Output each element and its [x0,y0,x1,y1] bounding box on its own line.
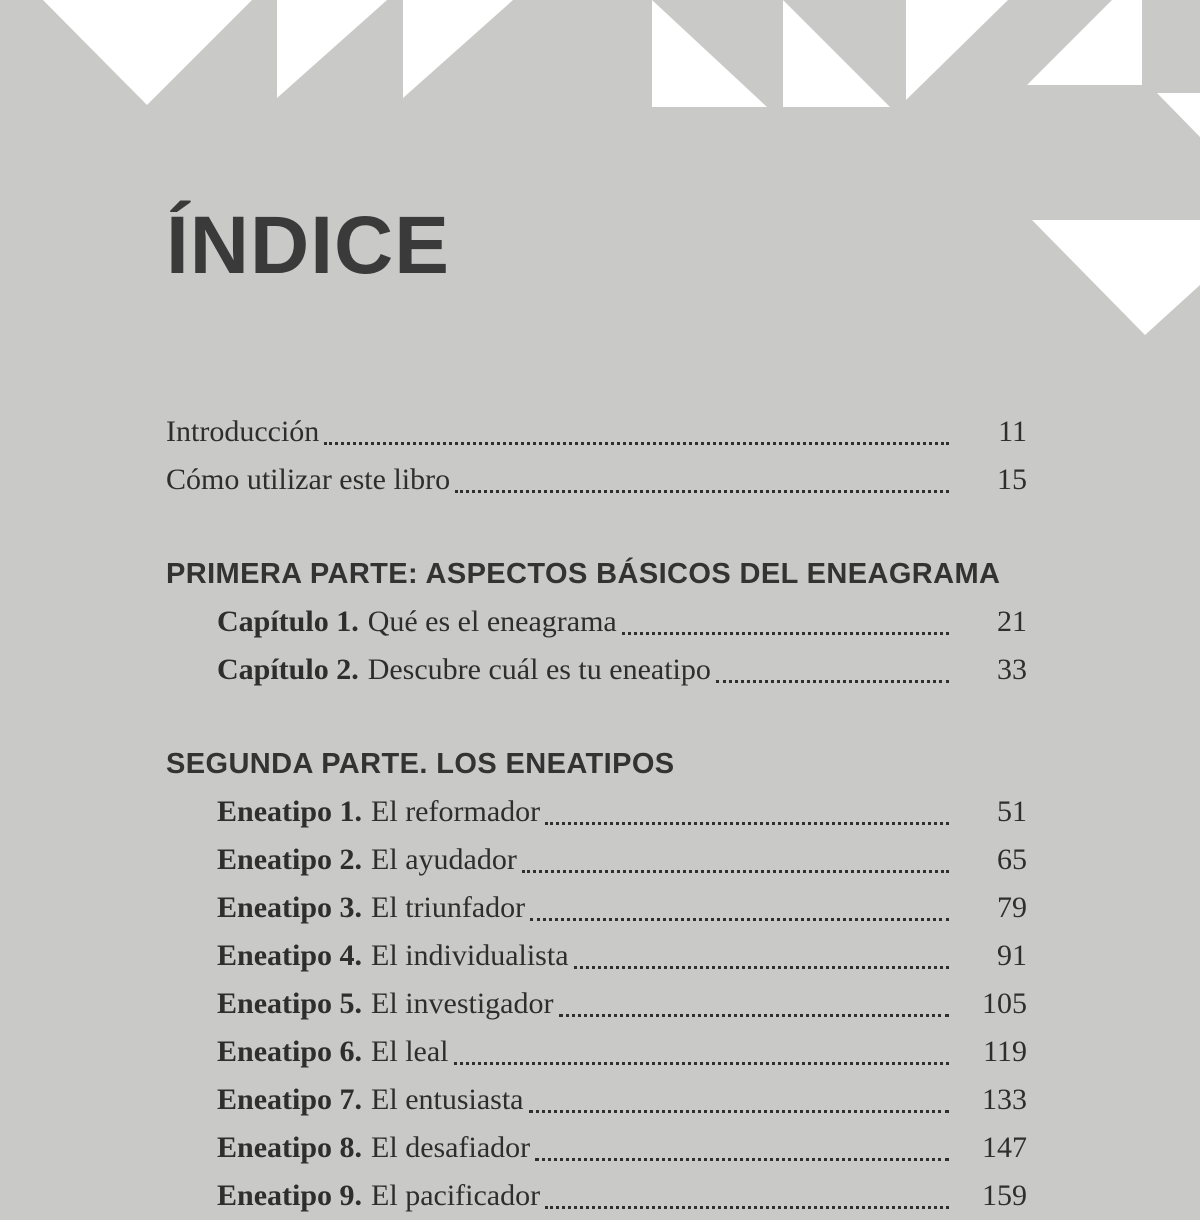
entry-page-number: 79 [997,891,1027,924]
entry-label: El reformador [371,795,541,828]
entry-page-number: 65 [997,843,1027,876]
dot-leader [522,870,949,873]
entry-page-number: 119 [983,1035,1027,1068]
entry-prefix: Eneatipo 1. [217,795,363,828]
dot-leader [455,490,949,493]
entry-page-number: 51 [997,795,1027,828]
dot-leader [716,680,949,683]
triangle-down-icon [43,0,252,105]
dot-leader [530,918,949,921]
toc-entry [166,1124,1027,1172]
section-heading: SEGUNDA PARTE. LOS ENEATIPOS [166,748,675,780]
section-heading-row [166,550,1027,598]
entry-page-number: 133 [982,1083,1027,1116]
entry-page-number: 11 [998,415,1027,448]
dot-leader [574,966,949,969]
entry-label: El individualista [371,939,569,972]
section-heading-row [166,740,1027,788]
toc-entry [166,1172,1027,1220]
entry-page-number: 33 [997,653,1027,686]
dot-leader [529,1110,950,1113]
entry-page-number: 105 [982,987,1027,1020]
entry-label: El leal [371,1035,449,1068]
entry-page-number: 147 [982,1131,1027,1164]
entry-label: El investigador [371,987,554,1020]
page-title: ÍNDICE [166,200,450,291]
entry-label: El pacificador [371,1179,541,1212]
toc-entry [166,1028,1027,1076]
entry-prefix: Capítulo 2. [217,653,359,686]
toc-entry [166,836,1027,884]
sawtooth-triangle-1-icon [277,0,387,98]
corner-triangle-2-icon [783,0,890,107]
entry-page-number: 21 [997,605,1027,638]
entry-prefix: Eneatipo 6. [217,1035,363,1068]
entry-prefix: Eneatipo 5. [217,987,363,1020]
sawtooth-triangle-3-icon [906,0,1008,100]
toc-entry [166,408,1027,456]
large-triangle-down-icon [1032,220,1200,335]
entry-label: Qué es el eneagrama [367,605,617,638]
entry-prefix: Eneatipo 9. [217,1179,363,1212]
dot-leader [545,822,949,825]
entry-label: El ayudador [371,843,517,876]
table-of-contents [166,408,1027,1220]
entry-label: Descubre cuál es tu eneatipo [367,653,711,686]
dot-leader [454,1062,950,1065]
dot-leader [622,632,949,635]
entry-page-number: 159 [982,1179,1027,1212]
entry-prefix: Eneatipo 8. [217,1131,363,1164]
toc-entry [166,1076,1027,1124]
entry-label: El desafiador [371,1131,531,1164]
entry-page-number: 91 [997,939,1027,972]
section-heading: PRIMERA PARTE: ASPECTOS BÁSICOS DEL ENEAGRAMA [166,558,1001,590]
sawtooth-triangle-2-icon [403,0,513,98]
dot-leader [559,1014,950,1017]
toc-entry [166,598,1027,646]
toc-entry [166,932,1027,980]
clipped-triangle-icon [1027,0,1142,85]
entry-prefix: Eneatipo 7. [217,1083,363,1116]
toc-entry [166,884,1027,932]
corner-triangle-1-icon [652,0,767,107]
edge-wedge-icon [1157,93,1200,137]
toc-entry [166,456,1027,504]
dot-leader [324,442,949,445]
dot-leader [545,1206,949,1209]
entry-prefix: Eneatipo 2. [217,843,363,876]
entry-label: Cómo utilizar este libro [166,463,451,496]
toc-entry [166,646,1027,694]
entry-prefix: Eneatipo 3. [217,891,363,924]
entry-prefix: Eneatipo 4. [217,939,363,972]
entry-label: El entusiasta [371,1083,524,1116]
entry-page-number: 15 [997,463,1027,496]
dot-leader [535,1158,949,1161]
entry-label: El triunfador [371,891,526,924]
toc-entry [166,980,1027,1028]
toc-entry [166,788,1027,836]
entry-prefix: Capítulo 1. [217,605,359,638]
entry-label: Introducción [166,415,320,448]
